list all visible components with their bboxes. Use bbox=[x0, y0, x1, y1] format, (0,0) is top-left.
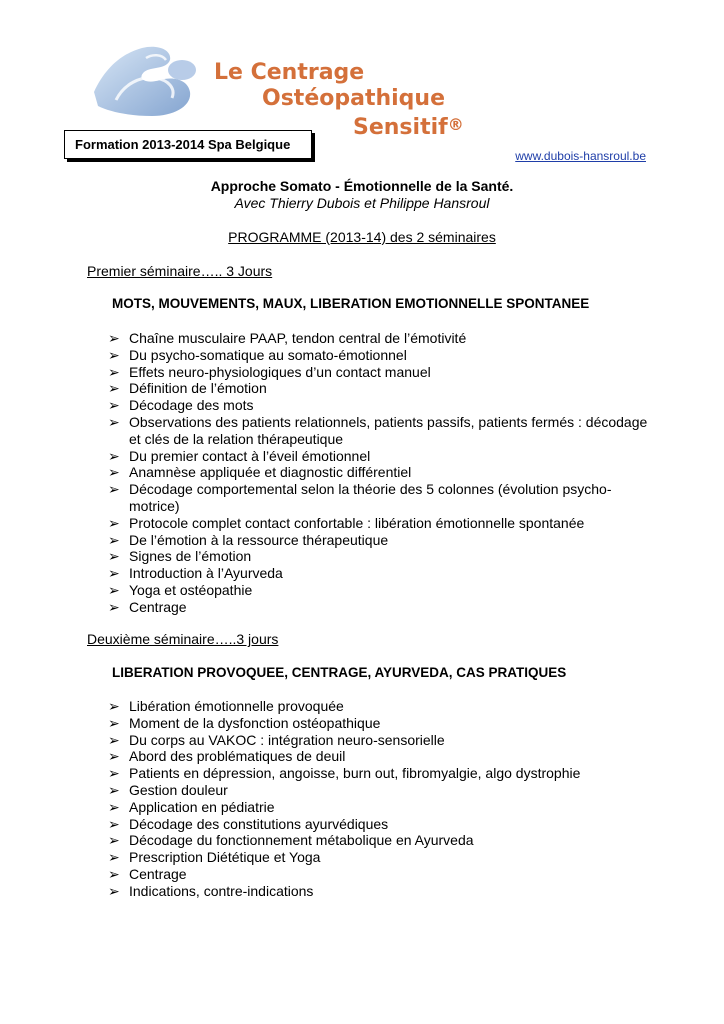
seminar-1-list bbox=[108, 330, 648, 616]
arrow-bullet-icon: ➢ bbox=[108, 581, 120, 598]
list-item-text: Décodage des mots bbox=[129, 397, 254, 414]
list-item bbox=[108, 515, 648, 532]
seminar-1-label: Premier séminaire….. 3 Jours bbox=[87, 263, 273, 279]
list-item bbox=[108, 347, 648, 364]
arrow-bullet-icon: ➢ bbox=[108, 565, 120, 582]
arrow-bullet-icon: ➢ bbox=[108, 447, 120, 464]
document-subtitle: Avec Thierry Dubois et Philippe Hansroul bbox=[234, 195, 490, 211]
list-item-text: Prescription Diététique et Yoga bbox=[129, 849, 321, 866]
arrow-bullet-icon: ➢ bbox=[108, 731, 120, 748]
list-item-text: Libération émotionnelle provoquée bbox=[129, 698, 344, 714]
list-item bbox=[108, 748, 648, 765]
arrow-bullet-icon: ➢ bbox=[108, 531, 120, 548]
arrow-bullet-icon: ➢ bbox=[108, 514, 120, 531]
list-item-text: Décodage des constitutions ayurvédiques bbox=[129, 815, 389, 832]
list-item bbox=[108, 532, 648, 549]
arrow-bullet-icon: ➢ bbox=[108, 882, 120, 899]
list-item-text: Effets neuro-physiologiques d’un contact manuel bbox=[129, 363, 431, 380]
arrow-bullet-icon: ➢ bbox=[108, 413, 120, 430]
list-item-text: Décodage comportemental selon la théorie des 5 colonnes (évolution psycho-motrice) bbox=[129, 481, 612, 514]
list-item bbox=[108, 380, 648, 397]
arrow-bullet-icon: ➢ bbox=[108, 481, 120, 498]
list-item-text: Patients en dépression, angoisse, burn out, fibromyalgie, algo dystrophie bbox=[129, 765, 581, 782]
list-item-text: Du premier contact à l’éveil émotionnel bbox=[129, 447, 371, 464]
list-item bbox=[108, 765, 648, 782]
registered-mark: ® bbox=[447, 115, 464, 134]
list-item-text: Protocole complet contact confortable : libération émotionnelle spontanée bbox=[129, 514, 585, 531]
list-item-text: Anamnèse appliquée et diagnostic différentiel bbox=[129, 464, 412, 481]
arrow-bullet-icon: ➢ bbox=[108, 765, 120, 782]
list-item bbox=[108, 397, 648, 414]
list-item bbox=[108, 799, 648, 816]
arrow-bullet-icon: ➢ bbox=[108, 330, 120, 346]
list-item-text: Du psycho-somatique au somato-émotionnel bbox=[129, 346, 407, 363]
list-item-text: Centrage bbox=[129, 598, 187, 615]
list-item bbox=[108, 849, 648, 866]
list-item-text: Observations des patients relationnels, patients passifs, patients fermés : décodage et clés de la relation thérapeutique bbox=[129, 413, 648, 447]
seminar-2-label: Deuxième séminaire…..3 jours bbox=[87, 631, 279, 647]
list-item bbox=[108, 782, 648, 799]
list-item-text: Gestion douleur bbox=[129, 781, 228, 798]
list-item-text: Centrage bbox=[129, 865, 187, 882]
list-item bbox=[108, 698, 648, 715]
brand-line-1: Le Centrage bbox=[214, 60, 365, 85]
list-item bbox=[108, 448, 648, 465]
list-item-text: Yoga et ostéopathie bbox=[129, 581, 253, 598]
brand-line-2: Ostéopathique bbox=[262, 86, 445, 111]
arrow-bullet-icon: ➢ bbox=[108, 714, 120, 731]
list-item-text: Moment de la dysfonction ostéopathique bbox=[129, 714, 381, 731]
document-title: Approche Somato - Émotionnelle de la Santé. bbox=[210, 178, 514, 194]
seminar-2-heading: LIBERATION PROVOQUEE, CENTRAGE, AYURVEDA, CAS PRATIQUES bbox=[112, 665, 567, 680]
brand-line-3-text: Sensitif bbox=[353, 115, 448, 140]
list-item-text: Abord des problématiques de deuil bbox=[129, 748, 346, 765]
list-item bbox=[108, 582, 648, 599]
list-item bbox=[108, 481, 648, 515]
list-item-text: Application en pédiatrie bbox=[129, 798, 275, 815]
arrow-bullet-icon: ➢ bbox=[108, 865, 120, 882]
list-item-text: Chaîne musculaire PAAP, tendon central de l’émotivité bbox=[129, 330, 467, 346]
seminar-1-heading: MOTS, MOUVEMENTS, MAUX, LIBERATION EMOTIONNELLE SPONTANEE bbox=[112, 296, 590, 311]
arrow-bullet-icon: ➢ bbox=[108, 748, 120, 765]
list-item bbox=[108, 364, 648, 381]
list-item-text: Du corps au VAKOC : intégration neuro-sensorielle bbox=[129, 731, 445, 748]
arrow-bullet-icon: ➢ bbox=[108, 832, 120, 849]
arrow-bullet-icon: ➢ bbox=[108, 798, 120, 815]
arrow-bullet-icon: ➢ bbox=[108, 346, 120, 363]
arrow-bullet-icon: ➢ bbox=[108, 781, 120, 798]
arrow-bullet-icon: ➢ bbox=[108, 397, 120, 414]
list-item-text: Décodage du fonctionnement métabolique en Ayurveda bbox=[129, 832, 474, 849]
seminar-2-list bbox=[108, 698, 648, 900]
hands-logo-icon bbox=[86, 40, 206, 122]
formation-box: Formation 2013-2014 Spa Belgique bbox=[64, 130, 312, 159]
list-item bbox=[108, 883, 648, 900]
arrow-bullet-icon: ➢ bbox=[108, 815, 120, 832]
list-item bbox=[108, 832, 648, 849]
list-item bbox=[108, 414, 648, 448]
list-item bbox=[108, 732, 648, 749]
list-item bbox=[108, 816, 648, 833]
arrow-bullet-icon: ➢ bbox=[108, 380, 120, 397]
arrow-bullet-icon: ➢ bbox=[108, 464, 120, 481]
list-item-text: Indications, contre-indications bbox=[129, 882, 314, 899]
arrow-bullet-icon: ➢ bbox=[108, 598, 120, 615]
list-item bbox=[108, 866, 648, 883]
arrow-bullet-icon: ➢ bbox=[108, 363, 120, 380]
list-item-text: Introduction à l’Ayurveda bbox=[129, 565, 283, 582]
list-item-text: Définition de l’émotion bbox=[129, 380, 267, 397]
list-item bbox=[108, 565, 648, 582]
list-item-text: Signes de l’émotion bbox=[129, 548, 252, 565]
arrow-bullet-icon: ➢ bbox=[108, 698, 120, 714]
list-item-text: De l’émotion à la ressource thérapeutique bbox=[129, 531, 389, 548]
brand-line-3 bbox=[353, 113, 464, 140]
list-item bbox=[108, 464, 648, 481]
list-item bbox=[108, 599, 648, 616]
list-item bbox=[108, 330, 648, 347]
list-item bbox=[108, 715, 648, 732]
arrow-bullet-icon: ➢ bbox=[108, 548, 120, 565]
website-link[interactable]: www.dubois-hansroul.be bbox=[515, 149, 646, 163]
arrow-bullet-icon: ➢ bbox=[108, 849, 120, 866]
list-item bbox=[108, 548, 648, 565]
programme-heading: PROGRAMME (2013-14) des 2 séminaires bbox=[228, 229, 496, 245]
